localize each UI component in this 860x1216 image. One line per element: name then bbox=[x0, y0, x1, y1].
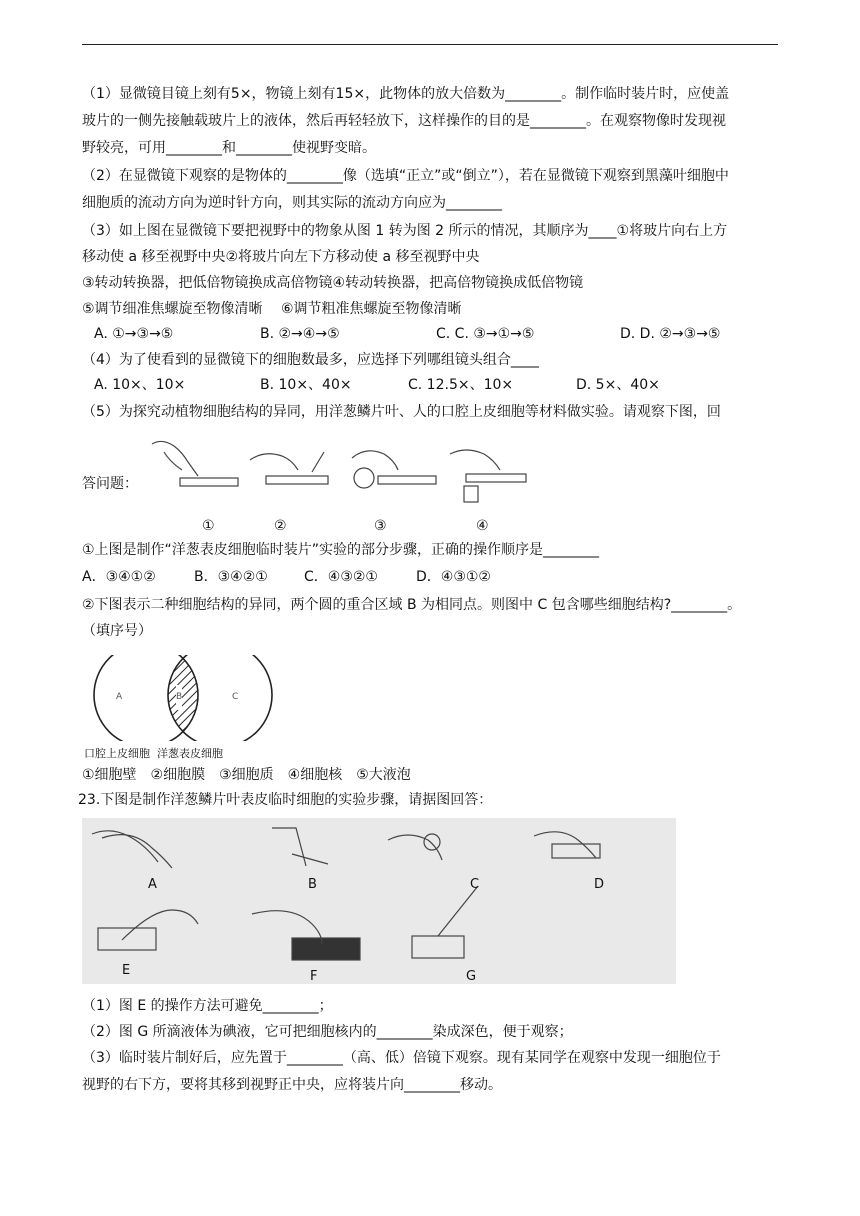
q5-line-2: 答问题： bbox=[82, 476, 138, 492]
step-label-4: ④ bbox=[476, 518, 489, 534]
q23-sub2: （2）图 G 所滴液体为碘液，它可把细胞核内的________染成深色，便于观察； bbox=[82, 1024, 573, 1040]
q1-line-1: （1）显微镜目镜上刻有5×，物镜上刻有15×，此物体的放大倍数为________。制作临时装片时，应使盖 bbox=[82, 86, 730, 102]
q5-sub2-line-1: ②下图表示二种细胞结构的异同，两个圆的重合区域 B 为相同点。则图中 C 包含哪些细胞结构?________。 bbox=[82, 597, 742, 613]
q5-sub1-option-b[interactable]: B．③④②① bbox=[194, 569, 268, 585]
q3-option-b[interactable]: B. ②→④→⑤ bbox=[260, 326, 340, 342]
worksheet-content bbox=[78, 82, 782, 1097]
q5-line-1: （5）为探究动植物细胞结构的异同，用洋葱鳞片叶、人的口腔上皮细胞等材料做实验。请观察下图，回 bbox=[82, 404, 721, 420]
q3-paragraph bbox=[82, 219, 782, 346]
step-labels bbox=[202, 514, 622, 539]
panel-label-d: D bbox=[594, 877, 605, 892]
venn-letter-b: B bbox=[176, 685, 182, 710]
q3-line-1: （3）如上图在显微镜下要把视野中的物象从图 1 转为图 2 所示的情况，其顺序为____①将玻片向右上方 bbox=[82, 223, 728, 239]
panel-label-b: B bbox=[308, 877, 317, 892]
panel-label-a: A bbox=[148, 877, 157, 892]
q5-sub1-option-a[interactable]: A．③④①② bbox=[82, 569, 156, 585]
step-2-sketch bbox=[250, 452, 328, 484]
q23-paragraph bbox=[78, 788, 782, 1097]
q1-paragraph bbox=[82, 82, 782, 160]
venn-letter-c: C bbox=[232, 692, 239, 702]
q5-sub1-option-c[interactable]: C．④③②① bbox=[304, 569, 378, 585]
venn-diagram bbox=[82, 655, 782, 760]
q4-option-d[interactable]: D. 5×、40× bbox=[576, 377, 660, 393]
q5-paragraph bbox=[82, 400, 782, 787]
q3-option-a[interactable]: A. ①→③→⑤ bbox=[94, 326, 174, 342]
q2-paragraph bbox=[82, 164, 782, 215]
q4-line-1: （4）为了使看到的显微镜下的细胞数最多，应选择下列哪组镜头组合____ bbox=[82, 352, 539, 368]
cell-structures-list: ①细胞壁 ②细胞膜 ③细胞质 ④细胞核 ⑤大液泡 bbox=[82, 767, 411, 783]
q23-sub3-line-1: （3）临时装片制好后，应先置于________（高、低）倍镜下观察。现有某同学在观察中发现一细胞位于 bbox=[82, 1050, 721, 1066]
q23-sub1: （1）图 E 的操作方法可避免________； bbox=[82, 998, 333, 1014]
q1-line-3: 野较亮，可用________和________使视野变暗。 bbox=[82, 140, 376, 156]
q4-options bbox=[82, 373, 782, 397]
q3-line-3: ③转动转换器，把低倍物镜换成高倍物镜④转动转换器，把高倍物镜换成低倍物镜 bbox=[82, 275, 584, 291]
q23-sub3-line-2: 视野的右下方，要将其移到视野正中央，应将装片向________移动。 bbox=[82, 1077, 502, 1093]
q5-sub2-line-2: （填序号） bbox=[82, 623, 152, 639]
q2-line-1: （2）在显微镜下观察的是物体的________像（选填“正立”或“倒立”），若在显微镜下观察到黑藻叶细胞中 bbox=[82, 168, 729, 184]
venn-letter-a: A bbox=[116, 692, 123, 702]
panel-label-f: F bbox=[310, 969, 318, 984]
q3-options bbox=[82, 322, 782, 346]
header-rule bbox=[82, 44, 778, 45]
q4-option-a[interactable]: A. 10×、10× bbox=[94, 377, 186, 393]
q23-title: 23.下图是制作洋葱鳞片叶表皮临时细胞的实验步骤，请据图回答： bbox=[78, 792, 493, 808]
q5-sub1-option-d[interactable]: D．④③①② bbox=[416, 569, 491, 585]
q3-line-2: 移动使 a 移至视野中央②将玻片向左下方移动使 a 移至视野中央 bbox=[82, 249, 480, 265]
step-label-3: ③ bbox=[374, 518, 387, 534]
panel-label-c: C bbox=[470, 877, 480, 892]
onion-steps-drawing bbox=[82, 818, 676, 984]
step-1-sketch bbox=[152, 441, 238, 486]
q4-option-b[interactable]: B. 10×、40× bbox=[260, 377, 352, 393]
q3-option-c[interactable]: C. C. ③→①→⑤ bbox=[436, 326, 535, 342]
q2-line-2: 细胞质的流动方向为逆时针方向，则其实际的流动方向应为________ bbox=[82, 195, 502, 211]
q3-line-4: ⑤调节细准焦螺旋至物像清晰 ⑥调节粗准焦螺旋至物像清晰 bbox=[82, 301, 462, 317]
q4-option-c[interactable]: C. 12.5×、10× bbox=[408, 377, 514, 393]
venn-caption: 口腔上皮细胞 洋葱表皮细胞 bbox=[84, 747, 223, 760]
q5-sub1: ①上图是制作“洋葱表皮细胞临时装片”实验的部分步骤，正确的操作顺序是________ bbox=[82, 542, 600, 558]
venn-overlap-b bbox=[168, 655, 272, 741]
step-label-2: ② bbox=[274, 518, 287, 534]
onion-slide-steps-image bbox=[82, 818, 676, 984]
q4-paragraph bbox=[82, 348, 782, 397]
q1-line-2: 玻片的一侧先接触载玻片上的液体，然后再轻轻放下，这样操作的目的是________。在观察物像时发现视 bbox=[82, 113, 726, 129]
panel-label-g: G bbox=[466, 969, 477, 984]
panel-label-e: E bbox=[122, 963, 131, 978]
step-4-sketch bbox=[450, 450, 526, 502]
slide-preparation-steps-image bbox=[146, 438, 616, 508]
q3-option-d[interactable]: D. D. ②→③→⑤ bbox=[620, 326, 721, 342]
q5-steps-figure bbox=[82, 438, 782, 534]
q5-sub1-options bbox=[82, 565, 782, 589]
step-label-1: ① bbox=[202, 518, 215, 534]
step-3-sketch bbox=[352, 451, 436, 488]
